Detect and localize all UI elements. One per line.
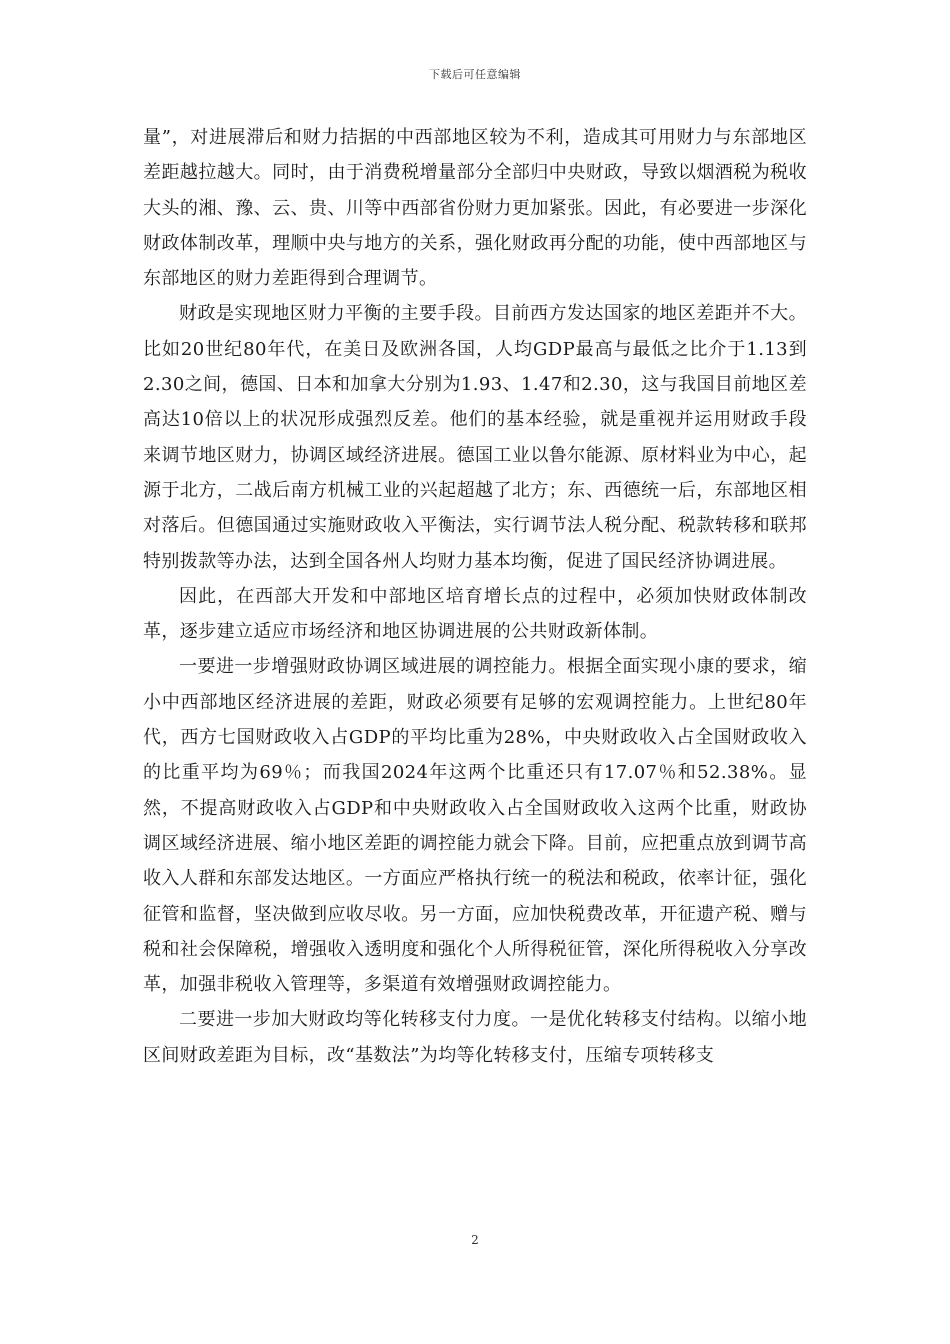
document-body — [143, 120, 807, 1073]
paragraph-therefore: 因此，在西部大开发和中部地区培育增长点的过程中，必须加快财政体制改革，逐步建立适应市场经济和地区协调进展的公共财政新体制。 — [143, 585, 807, 643]
paragraph-second-measure: 二要进一步加大财政均等化转移支付力度。一是优化转移支付结构。以缩小地区间财政差距为目标，改“基数法”为均等化转移支付，压缩专项转移支 — [143, 1009, 807, 1066]
paragraph-fiscal-balance: 财政是实现地区财力平衡的主要手段。目前西方发达国家的地区差距并不大。比如20世纪80年代，在美日及欧洲各国，人均GDP最高与最低之比介于1.13到2.30之间，德国、日本和加拿大分别为1.93、1.47和2.30，这与我国目前地区差高达10倍以上的状况形成强烈反差。他们的基本经验，就是重视并运用财政手段来调节地区财力，协调区域经济进展。德国工业以鲁尔能源、原材料业为中心，起源于北方，二战后南方机械工业的兴起超越了北方；东、西德统一后，东部地区相对落后。但德国通过实施财政收入平衡法，实行调节法人税分配、税款转移和联邦特别拨款等办法，达到全国各州人均财力基本均衡，促进了国民经济协调进展。 — [143, 303, 807, 572]
page-header: 下载后可任意编辑 — [429, 68, 521, 81]
page-number: 2 — [471, 1233, 479, 1247]
paragraph-first-measure: 一要进一步增强财政协调区域进展的调控能力。根据全面实现小康的要求，缩小中西部地区经济进展的差距，财政必须要有足够的宏观调控能力。上世纪80年代，西方七国财政收入占GDP的平均比重为28%，中央财政收入占全国财政收入的比重平均为69％；而我国2024年这两个比重还只有17.07％和52.38%。显然，不提高财政收入占GDP和中央财政收入占全国财政收入这两个比重，财政协调区域经济进展、缩小地区差距的调控能力就会下降。目前，应把重点放到调节高收入人群和东部发达地区。一方面应严格执行统一的税法和税政，依率计征，强化征管和监督，坚决做到应收尽收。另一方面，应加快税费改革，开征遗产税、赠与税和社会保障税，增强收入透明度和强化个人所得税征管，深化所得税收入分享改革，加强非税收入管理等，多渠道有效增强财政调控能力。 — [143, 656, 807, 996]
paragraph-continuation: 量”，对进展滞后和财力拮据的中西部地区较为不利，造成其可用财力与东部地区差距越拉越大。同时，由于消费税增量部分全部归中央财政，导致以烟酒税为税收大头的湘、豫、云、贵、川等中西部省份财力更加紧张。因此，有必要进一步深化财政体制改革，理顺中央与地方的关系，强化财政再分配的功能，使中西部地区与东部地区的财力差距得到合理调节。 — [143, 127, 807, 290]
